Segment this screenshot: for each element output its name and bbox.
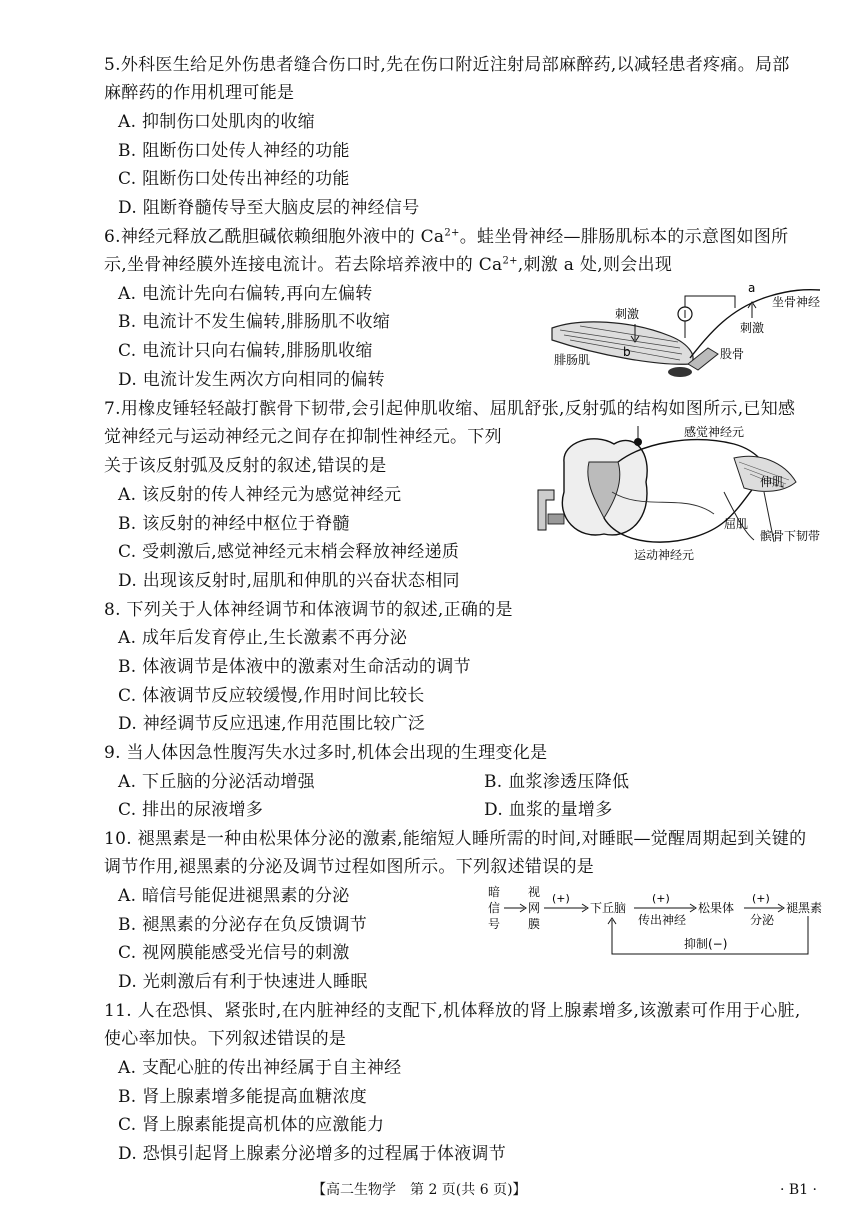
femur-base-shape: [668, 367, 692, 377]
q8-option-c: C. 体液调节反应较缓慢,作用时间比较长: [118, 686, 425, 706]
fig7-label-motor: 运动神经元: [634, 548, 695, 562]
q6-stem-line1-a: 6.神经元释放乙酰胆碱依赖细胞外液中的 Ca: [104, 227, 445, 247]
q6-option-c: C. 电流计只向右偏转,腓肠肌收缩: [118, 341, 373, 361]
fig10-plus-2: (+): [652, 892, 670, 905]
q11-option-c: C. 肾上腺素能提高机体的应激能力: [118, 1115, 385, 1135]
fig10-dark-2: 信: [488, 901, 501, 915]
footer-code: · B1 ·: [780, 1182, 817, 1198]
q10-option-c: C. 视网膜能感受光信号的刺激: [118, 943, 350, 963]
footer-page-info: 【高二生物学 第 2 页(共 6 页)】: [312, 1182, 527, 1198]
fig7-label-sensory: 感觉神经元: [684, 425, 745, 439]
fig7-label-flexor: 屈肌: [724, 517, 749, 531]
q8-option-d: D. 神经调节反应迅速,作用范围比较广泛: [118, 714, 426, 734]
q6-stem-line2-sup: 2+: [502, 255, 518, 267]
q9-option-d: D. 血浆的量增多: [484, 800, 613, 820]
q7-stem-line1: 7.用橡皮锤轻轻敲打髌骨下韧带,会引起伸肌收缩、屈肌舒张,反射弧的结构如图所示,已知感: [104, 399, 796, 419]
q5-stem-line2: 麻醉药的作用机理可能是: [104, 83, 295, 103]
q8-option-b: B. 体液调节是体液中的激素对生命活动的调节: [118, 657, 471, 677]
q11-stem-line2: 使心率加快。下列叙述错误的是: [104, 1029, 347, 1049]
fig6-label-muscle: 腓肠肌: [554, 353, 591, 367]
fig10-plus-3: (+): [752, 892, 770, 905]
q7-stem-line2: 觉神经元与运动神经元之间存在抑制性神经元。下列: [104, 427, 502, 447]
q5-option-b: B. 阻断伤口处传人神经的功能: [118, 141, 350, 161]
fig10-retina-3: 膜: [528, 917, 541, 931]
fig10-pineal: 松果体: [698, 901, 735, 915]
fig6-label-stim-right: 刺激: [740, 321, 765, 335]
fig6-label-sciatic: 坐骨神经: [772, 295, 821, 309]
fig10-dark-1: 暗: [488, 885, 501, 899]
q10-stem-line2: 调节作用,褪黑素的分泌及调节过程如图所示。下列叙述错误的是: [104, 857, 595, 877]
fig10-retina-1: 视: [528, 885, 541, 899]
q8-option-a: A. 成年后发育停止,生长激素不再分泌: [118, 628, 408, 648]
q7-option-d: D. 出现该反射时,屈肌和伸肌的兴奋状态相同: [118, 571, 460, 591]
fig10-efferent: 传出神经: [638, 913, 687, 927]
fig10-hypothalamus: 下丘脑: [590, 901, 627, 915]
q6-stem-line1: [104, 226, 788, 248]
q7-stem-line3: 关于该反射弧及反射的叙述,错误的是: [104, 456, 387, 476]
fig10-dark-3: 号: [488, 917, 501, 931]
q11-option-a: A. 支配心脏的传出神经属于自主神经: [118, 1058, 402, 1078]
q6-option-d: D. 电流计发生两次方向相同的偏转: [118, 370, 385, 390]
q10-option-b: B. 褪黑素的分泌存在负反馈调节: [118, 915, 368, 935]
fig6-label-stim-left: 刺激: [615, 307, 640, 321]
q5-stem-line1: 5.外科医生给足外伤患者缝合伤口时,先在伤口附近注射局部麻醉药,以减轻患者疼痛。局部: [104, 55, 790, 75]
q6-figure-nerve-muscle: [540, 278, 840, 388]
q9-option-a: A. 下丘脑的分泌活动增强: [118, 772, 315, 792]
fig7-label-ligament: 髌骨下韧带: [760, 529, 821, 543]
q7-figure-reflex-arc: [534, 422, 844, 562]
q6-option-b: B. 电流计不发生偏转,腓肠肌不收缩: [118, 312, 391, 332]
q6-stem-line2: [104, 254, 672, 276]
q7-option-a: A. 该反射的传人神经元为感觉神经元: [118, 485, 402, 505]
q6-stem-line1-b: 。蛙坐骨神经—腓肠肌标本的示意图如图所: [459, 227, 789, 247]
fig10-plus-1: (+): [552, 892, 570, 905]
q10-stem-line1: 10. 褪黑素是一种由松果体分泌的激素,能缩短人睡所需的时间,对睡眠—觉醒周期起到关键的: [104, 829, 807, 849]
fig7-label-extensor: 伸肌: [760, 475, 785, 489]
q10-option-a: A. 暗信号能促进褪黑素的分泌: [118, 886, 350, 906]
fig10-melatonin: 褪黑素: [786, 901, 823, 915]
q9-option-b: B. 血浆渗透压降低: [484, 772, 630, 792]
fig6-label-bone: 股骨: [720, 347, 745, 361]
q10-figure-melatonin-flow: [486, 882, 836, 962]
q11-stem-line1: 11. 人在恐惧、紧张时,在内脏神经的支配下,机体释放的肾上腺素增多,该激素可作用于心脏,: [104, 1001, 801, 1021]
q6-stem-line1-sup: 2+: [444, 227, 460, 239]
q5-option-c: C. 阻断伤口处传出神经的功能: [118, 169, 350, 189]
q5-option-a: A. 抑制伤口处肌肉的收缩: [118, 112, 315, 132]
q9-stem: 9. 当人体因急性腹泻失水过多时,机体会出现的生理变化是: [104, 743, 548, 763]
q9-option-c: C. 排出的尿液增多: [118, 800, 264, 820]
q6-stem-line2-b: ,刺激 a 处,则会出现: [517, 255, 673, 275]
q11-option-d: D. 恐惧引起肾上腺素分泌增多的过程属于体液调节: [118, 1144, 507, 1164]
q11-option-b: B. 肾上腺素增多能提高血糖浓度: [118, 1087, 368, 1107]
fig10-inhibit: 抑制(−): [684, 937, 728, 951]
q10-option-d: D. 光刺激后有利于快速进人睡眠: [118, 972, 368, 992]
q6-stem-line2-a: 示,坐骨神经膜外连接电流计。若去除培养液中的 Ca: [104, 255, 503, 275]
q8-stem: 8. 下列关于人体神经调节和体液调节的叙述,正确的是: [104, 600, 513, 620]
fig6-label-a: a: [748, 281, 756, 295]
fig10-retina-2: 网: [528, 901, 541, 915]
q6-option-a: A. 电流计先向右偏转,再向左偏转: [118, 284, 373, 304]
q5-option-d: D. 阻断脊髓传导至大脑皮层的神经信号: [118, 198, 420, 218]
fig10-secrete: 分泌: [750, 913, 775, 927]
q7-option-b: B. 该反射的神经中枢位于脊髓: [118, 514, 350, 534]
q7-option-c: C. 受刺激后,感觉神经元末梢会释放神经递质: [118, 542, 460, 562]
fig6-label-b: b: [623, 345, 631, 359]
